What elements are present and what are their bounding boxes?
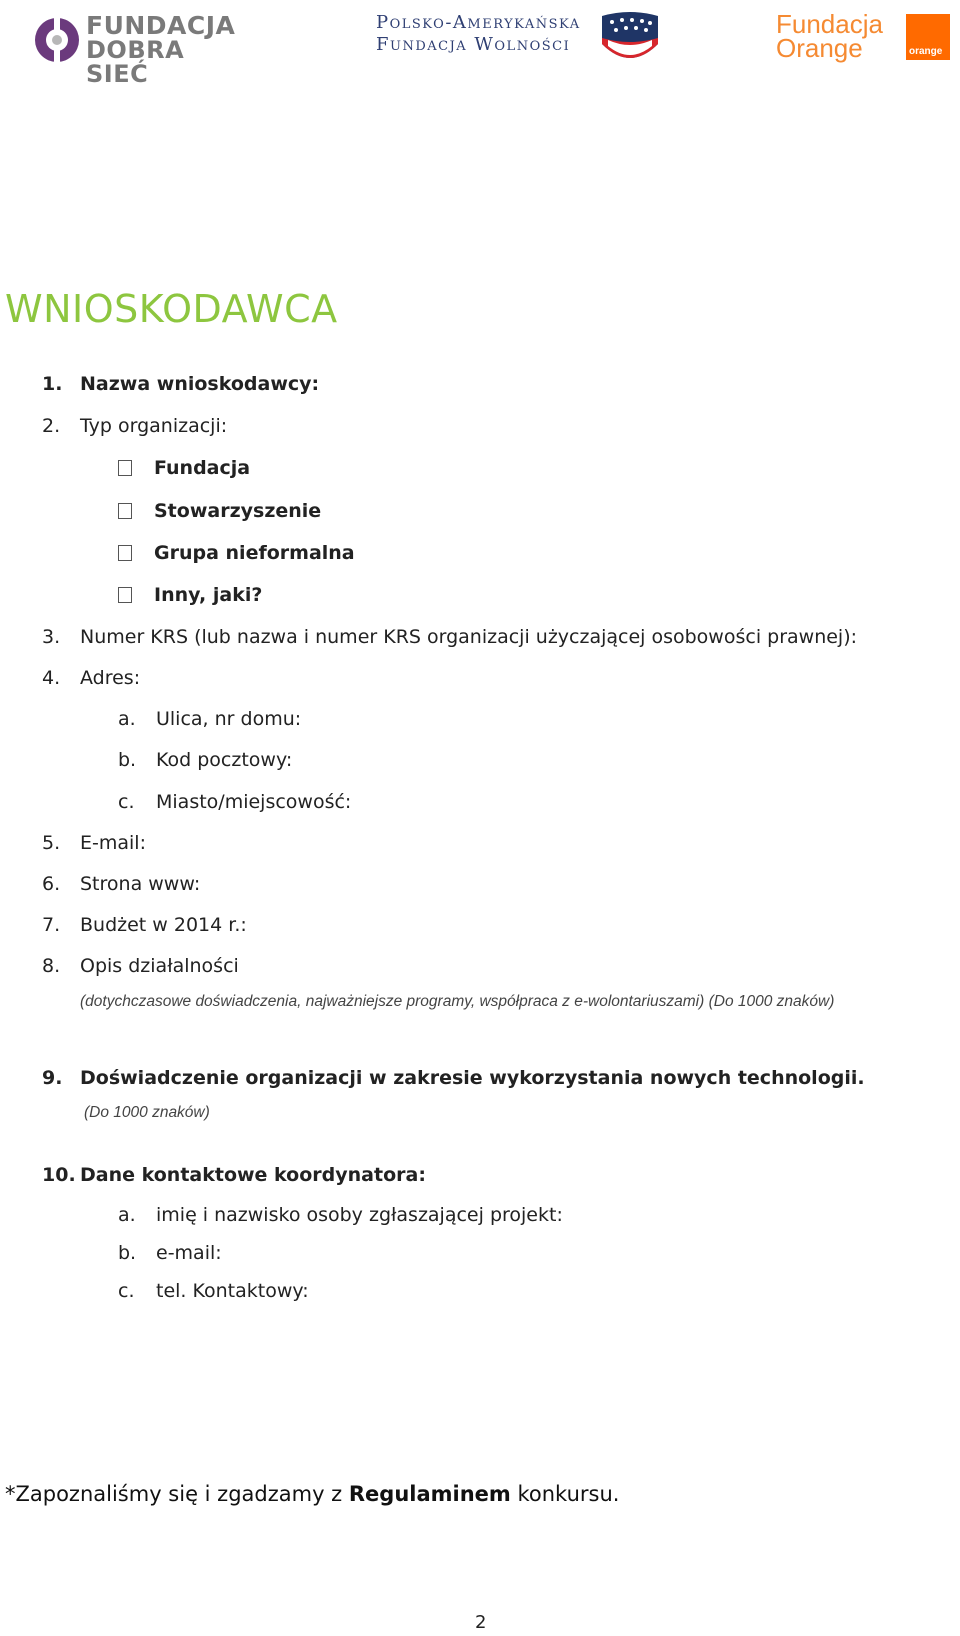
checkbox[interactable]: [118, 460, 132, 476]
pafw-flag-seal-icon: [598, 10, 662, 66]
sub-label: Kod pocztowy:: [156, 749, 293, 771]
orange-badge: [906, 14, 950, 60]
pafw-line2: Fundacja Wolności: [376, 34, 571, 55]
item-number: 7.: [42, 914, 61, 936]
option-label: Stowarzyszenie: [154, 500, 322, 522]
orange-line1: Fundacja: [776, 9, 883, 39]
item-6: [42, 872, 200, 896]
pafw-wordmark: [376, 12, 581, 56]
item-8: [42, 954, 239, 978]
item-label: Adres:: [80, 667, 141, 689]
sub-letter: b.: [118, 749, 137, 771]
item-number: 9.: [42, 1067, 63, 1089]
consent-prefix: *Zapoznaliśmy się i zgadzamy z: [5, 1482, 349, 1506]
orange-wordmark: [776, 9, 883, 63]
coordinator-name: [118, 1203, 563, 1227]
coordinator-phone: [118, 1279, 309, 1303]
item-number: 6.: [42, 873, 61, 895]
item-1: [42, 372, 319, 396]
option-grupa-nieformalna[interactable]: [118, 541, 355, 565]
checkbox[interactable]: [118, 545, 132, 561]
item-7: [42, 913, 247, 937]
dobra-line2: DOBRA SIEĆ: [86, 36, 185, 88]
item-number: 5.: [42, 832, 61, 854]
item-label: Strona www:: [80, 873, 201, 895]
consent-suffix: konkursu.: [510, 1482, 620, 1506]
pafw-line1: Polsko-Amerykańska: [376, 12, 581, 33]
checkbox[interactable]: [118, 587, 132, 603]
sub-letter: a.: [118, 708, 136, 730]
option-label: Inny, jaki?: [154, 584, 263, 606]
sub-label: imię i nazwisko osoby zgłaszającej projekt:: [156, 1204, 563, 1226]
item-number: 10.: [42, 1164, 76, 1186]
item-10: [42, 1163, 426, 1187]
option-inny[interactable]: [118, 583, 262, 607]
address-city: [118, 790, 351, 814]
coordinator-email: [118, 1241, 222, 1265]
item-label: Budżet w 2014 r.:: [80, 914, 247, 936]
item-label: Opis działalności: [80, 955, 239, 977]
address-postcode: [118, 748, 292, 772]
consent-statement: [5, 1482, 619, 1506]
item-label: Doświadczenie organizacji w zakresie wykorzystania nowych technologii.: [80, 1067, 865, 1089]
item-number: 2.: [42, 415, 61, 437]
item-number: 8.: [42, 955, 61, 977]
item-label: Typ organizacji:: [80, 415, 228, 437]
dobra-siec-wordmark: [86, 11, 236, 88]
item-number: 4.: [42, 667, 61, 689]
item-4: [42, 666, 140, 690]
sub-letter: b.: [118, 1242, 137, 1264]
checkbox[interactable]: [118, 503, 132, 519]
item-5: [42, 831, 146, 855]
orange-line2: Orange: [776, 33, 863, 63]
sub-label: tel. Kontaktowy:: [156, 1280, 309, 1302]
option-label: Fundacja: [154, 457, 251, 479]
dobra-siec-emblem-icon: [34, 16, 80, 64]
fundacja-dobra-siec-logo: [34, 11, 236, 88]
sub-letter: c.: [118, 791, 135, 813]
section-title: WNIOSKODAWCA: [5, 287, 338, 331]
page-number: 2: [475, 1612, 487, 1633]
option-label: Grupa nieformalna: [154, 542, 355, 564]
option-stowarzyszenie[interactable]: [118, 499, 321, 523]
sub-letter: a.: [118, 1204, 136, 1226]
item-2: [42, 414, 227, 438]
experience-note: (Do 1000 znaków): [84, 1104, 210, 1121]
item-number: 3.: [42, 626, 61, 648]
item-label: Numer KRS (lub nazwa i numer KRS organizacji użyczającej osobowości prawnej):: [80, 626, 858, 648]
option-fundacja[interactable]: [118, 456, 250, 480]
item-label: Nazwa wnioskodawcy:: [80, 373, 320, 395]
item-9: [42, 1066, 865, 1090]
sub-label: Ulica, nr domu:: [156, 708, 302, 730]
item-label: E-mail:: [80, 832, 146, 854]
activity-note: (dotychczasowe doświadczenia, najważniejsze programy, współpraca z e-wolontariuszami) (Do 1000 znaków): [80, 993, 835, 1010]
address-street: [118, 707, 301, 731]
sub-label: Miasto/miejscowość:: [156, 791, 352, 813]
fundacja-orange-logo: [776, 9, 960, 70]
sub-letter: c.: [118, 1280, 135, 1302]
orange-badge-label: orange: [909, 46, 943, 57]
item-label: Dane kontaktowe koordynatora:: [80, 1164, 426, 1186]
dobra-line1: FUNDACJA: [86, 11, 236, 40]
item-3: [42, 625, 857, 649]
regulamin-link: Regulaminem: [348, 1482, 511, 1506]
item-number: 1.: [42, 373, 63, 395]
pafw-logo: [376, 10, 666, 70]
sub-label: e-mail:: [156, 1242, 222, 1264]
